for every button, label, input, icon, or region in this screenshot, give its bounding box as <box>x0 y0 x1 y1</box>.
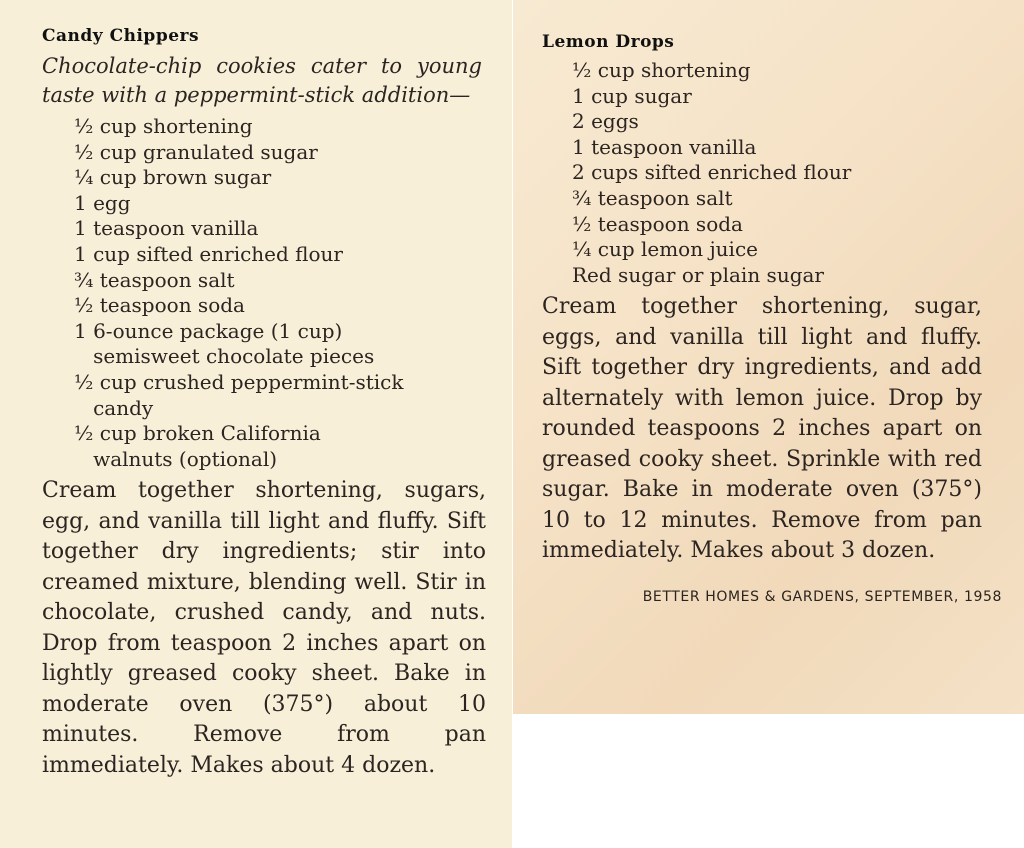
ingredient-line: candy <box>74 395 154 420</box>
lemon-drops-clipping <box>513 0 1024 714</box>
ingredient-line: ½ cup granulated sugar <box>74 139 318 164</box>
ingredient-line: 1 teaspoon vanilla <box>572 134 757 159</box>
ingredient-line: ½ cup broken California <box>74 421 321 446</box>
ingredient-line: 1 egg <box>74 190 131 215</box>
ingredient-line: ¼ cup brown sugar <box>74 165 272 190</box>
source-credit: BETTER HOMES & GARDENS, SEPTEMBER, 1958 <box>642 588 1002 605</box>
ingredient-line: 1 teaspoon vanilla <box>74 216 259 241</box>
ingredient-line: ½ cup shortening <box>572 58 751 82</box>
ingredient-line: 1 6-ounce package (1 cup) <box>74 318 343 343</box>
ingredient-line: ¾ teaspoon salt <box>572 185 733 210</box>
ingredient-list <box>74 114 492 472</box>
recipe-title: Candy Chippers <box>42 26 200 46</box>
recipe-title: Lemon Drops <box>542 32 675 52</box>
ingredient-line: ¾ teaspoon salt <box>74 267 235 292</box>
ingredient-line: 2 eggs <box>572 109 639 134</box>
ingredient-line: 1 cup sifted enriched flour <box>74 241 343 266</box>
ingredient-line: ½ teaspoon soda <box>572 211 743 236</box>
ingredient-list <box>572 58 984 288</box>
ingredient-line: semisweet chocolate pieces <box>74 344 375 369</box>
ingredient-line: ½ cup crushed peppermint-stick <box>74 369 404 394</box>
ingredient-line: ½ teaspoon soda <box>74 293 245 318</box>
ingredient-line: ¼ cup lemon juice <box>572 237 758 262</box>
recipe-directions: Cream together shortening, sugar, eggs, and vanilla till light and fluffy. Sift together dry ingredients, and add alternately with lemon juice. Drop by rounded teaspoons 2 inches apart on greased cooky sheet. Sprinkle with red sugar. Bake in moderate oven (375°) 10 to 12 minutes. Remove from pan immediately. Makes about 3 dozen. <box>542 294 982 564</box>
ingredient-line: Red sugar or plain sugar <box>572 262 824 287</box>
recipe-intro: Chocolate-chip cookies cater to young taste with a peppermint-stick addition— <box>42 54 482 107</box>
ingredient-line: walnuts (optional) <box>74 446 278 471</box>
ingredient-line: ½ cup shortening <box>74 114 253 138</box>
ingredient-line: 2 cups sifted enriched flour <box>572 160 852 185</box>
recipe-directions: Cream together shortening, sugars, egg, and vanilla till light and fluffy. Sift together dry ingredients; stir into creamed mixture, blending well. Stir in chocolate, crushed candy, and nuts. Drop from teaspoon 2 inches apart on lightly greased cooky sheet. Bake in moderate oven (375°) about 10 minutes. Remove from pan immediately. Makes about 4 dozen. <box>42 478 486 778</box>
ingredient-line: 1 cup sugar <box>572 83 692 108</box>
